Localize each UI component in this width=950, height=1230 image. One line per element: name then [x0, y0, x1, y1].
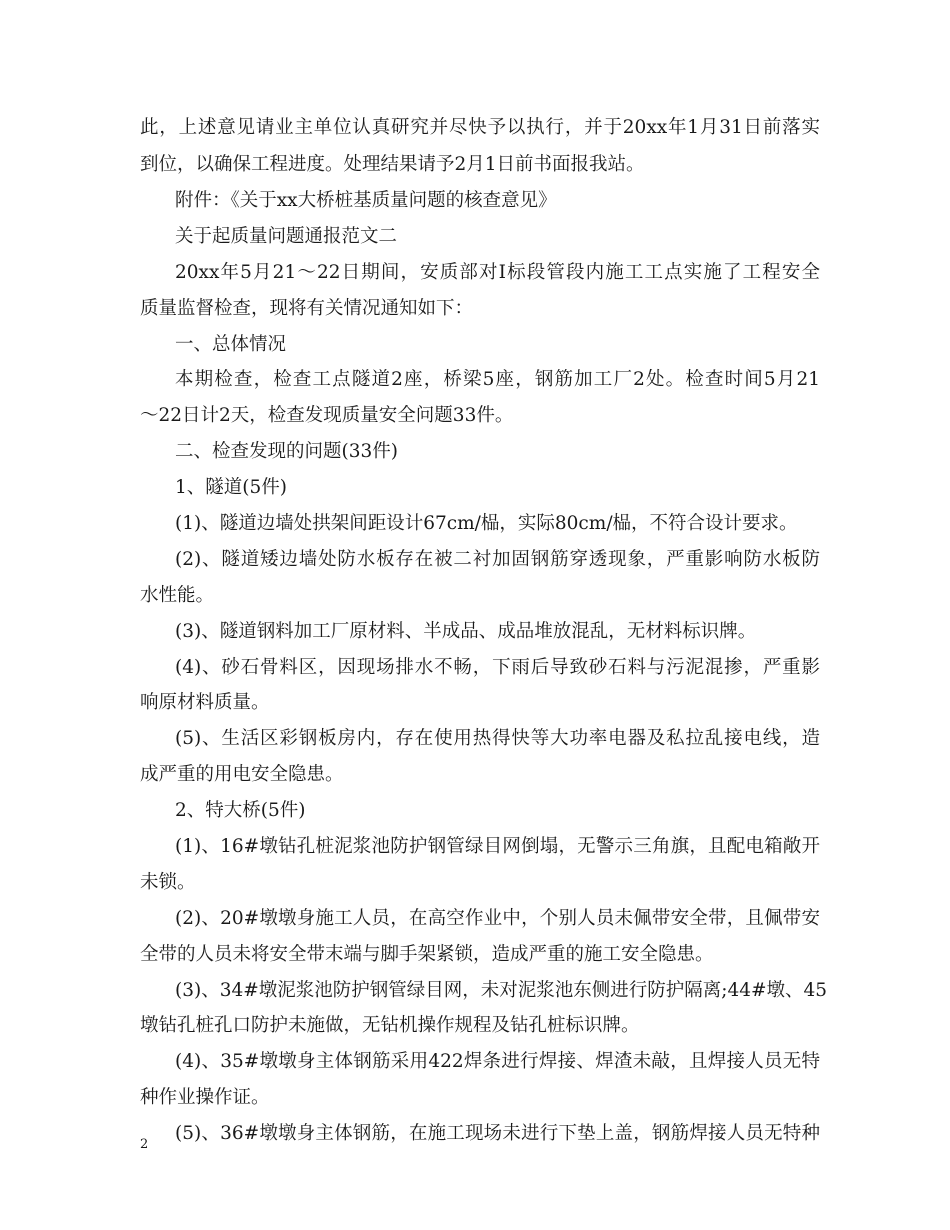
list-item: (3)、34#墩泥浆池防护钢管绿目网，未对泥浆池东侧进行防护隔离;44#墩、45	[175, 980, 828, 1001]
list-item: (2)、20#墩墩身施工人员，在高空作业中，个别人员未佩带安全带，且佩带安	[175, 908, 820, 929]
list-item: (1)、隧道边墙处拱架间距设计67cm/榀，实际80cm/榀，不符合设计要求。	[175, 513, 798, 534]
section-heading: 二、检查发现的问题(33件)	[175, 441, 398, 462]
text-line: ～22日计2天，检查发现质量安全问题33件。	[140, 405, 514, 426]
subsection-heading: 2、特大桥(5件)	[175, 800, 306, 821]
text-line: 到位，以确保工程进度。处理结果请予2月1日前书面报我站。	[140, 154, 645, 175]
page-number: 2	[140, 1137, 149, 1152]
text-line: 未锁。	[140, 872, 196, 893]
text-line: 质量监督检查，现将有关情况通知如下：	[140, 298, 474, 319]
list-item: (4)、砂石骨料区，因现场排水不畅，下雨后导致砂石料与污泥混掺，严重影	[175, 657, 820, 678]
text-line: 附件：《关于xx大桥桩基质量问题的核查意见》	[175, 190, 557, 211]
section-heading: 一、总体情况	[175, 334, 287, 355]
list-item: (5)、生活区彩钢板房内，存在使用热得快等大功率电器及私拉乱接电线，造	[175, 728, 820, 749]
text-line: 此，上述意见请业主单位认真研究并尽快予以执行，并于20xx年1月31日前落实	[140, 117, 820, 138]
section-title: 关于起质量问题通报范文二	[175, 226, 398, 247]
text-line: 墩钻孔桩孔口防护未施做，无钻机操作规程及钻孔桩标识牌。	[140, 1015, 640, 1036]
text-line: 本期检查，检查工点隧道2座，桥梁5座，钢筋加工厂2处。检查时间5月21	[175, 369, 820, 390]
text-line: 种作业操作证。	[140, 1087, 270, 1108]
text-line: 20xx年5月21～22日期间，安质部对Ⅰ标段管段内施工工点实施了工程安全	[175, 262, 820, 283]
list-item: (1)、16#墩钻孔桩泥浆池防护钢管绿目网倒塌，无警示三角旗，且配电箱敞开	[175, 836, 820, 857]
text-line: 全带的人员未将安全带末端与脚手架紧锁，造成严重的施工安全隐患。	[140, 944, 714, 965]
text-line: 水性能。	[140, 585, 215, 606]
text-line: 响原材料质量。	[140, 692, 270, 713]
list-item: (4)、35#墩墩身主体钢筋采用422焊条进行焊接、焊渣未敲，且焊接人员无特	[175, 1051, 820, 1072]
list-item: (5)、36#墩墩身主体钢筋，在施工现场未进行下垫上盖，钢筋焊接人员无特种	[175, 1123, 820, 1144]
list-item: (2)、隧道矮边墙处防水板存在被二衬加固钢筋穿透现象，严重影响防水板防	[175, 549, 820, 570]
text-line: 成严重的用电安全隐患。	[140, 764, 344, 785]
subsection-heading: 1、隧道(5件)	[175, 477, 287, 498]
list-item: (3)、隧道钢料加工厂原材料、半成品、成品堆放混乱，无材料标识牌。	[175, 621, 757, 642]
